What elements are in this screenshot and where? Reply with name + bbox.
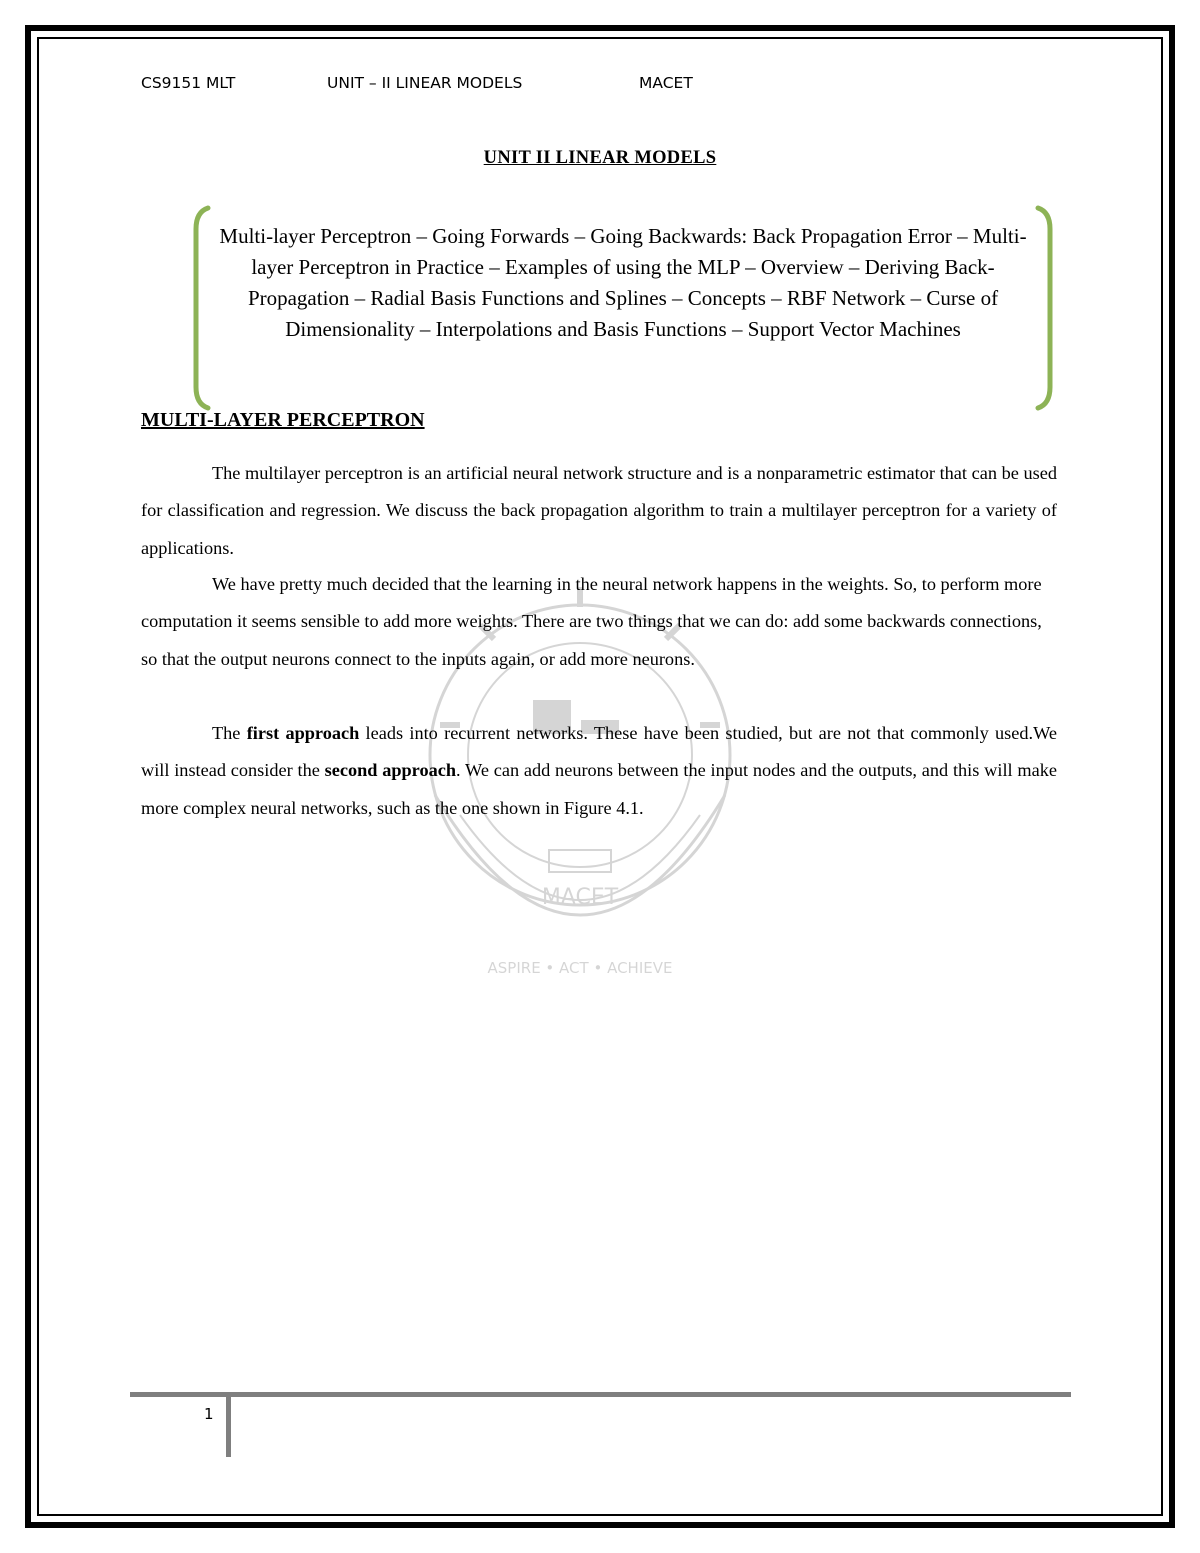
page-header bbox=[141, 74, 1061, 98]
page-title: UNIT II LINEAR MODELS bbox=[483, 148, 717, 168]
header-course: CS9151 MLT bbox=[141, 74, 236, 92]
watermark-college-text: MACET bbox=[541, 885, 619, 910]
syllabus-text: Multi-layer Perceptron – Going Forwards – Going Backwards: Back Propagation Error – Multi-layer Perceptron in Practice – Examples of using the MLP – Overview – Deriving Back-Propagation – Radial Basis Functions and Splines – Concepts – RBF Network – Curse of Dimensionality – Interpolations and Basis Functions – Support Vector Machines bbox=[219, 224, 1027, 341]
header-unit: UNIT – II LINEAR MODELS bbox=[327, 74, 523, 92]
footer-rule bbox=[130, 1392, 1071, 1397]
paragraph-3-text-c: leads into recurrent networks. These have been studied, but are not that commonly used.We will instead consider the bbox=[141, 723, 1057, 781]
syllabus-box bbox=[188, 203, 1058, 413]
paragraph-3-bold-second-approach: second approach bbox=[324, 760, 457, 781]
paragraph-3-bold-first-approach: first approach bbox=[246, 723, 360, 743]
paragraph-3-text-a: The bbox=[212, 723, 247, 743]
footer-vertical-rule bbox=[226, 1397, 231, 1457]
section-heading: MULTI-LAYER PERCEPTRON bbox=[141, 409, 425, 431]
paragraph-1 bbox=[141, 455, 1057, 567]
watermark-motto-text: ASPIRE • ACT • ACHIEVE bbox=[487, 959, 673, 977]
paragraph-2 bbox=[141, 566, 1057, 678]
paragraph-3 bbox=[141, 715, 1057, 827]
paragraph-3-text-e: . We can add neurons between the input nodes and the outputs, and this will make more complex neural networks, such as the one shown in Figure 4.1. bbox=[141, 760, 1057, 818]
paragraph-2-text: We have pretty much decided that the learning in the neural network happens in the weights. So, to perform more computation it seems sensible to add more weights. There are two things that we can do: add some backwards connections, so that the output neurons connect to the inputs again, or add more neurons. bbox=[141, 574, 1042, 669]
paragraph-1-text: The multilayer perceptron is an artificial neural network structure and is a nonparametric estimator that can be used for classification and regression. We discuss the back propagation algorithm to train a multilayer perceptron for a variety of applications. bbox=[141, 463, 1057, 558]
page-number: 1 bbox=[204, 1405, 214, 1423]
header-college: MACET bbox=[639, 74, 693, 92]
